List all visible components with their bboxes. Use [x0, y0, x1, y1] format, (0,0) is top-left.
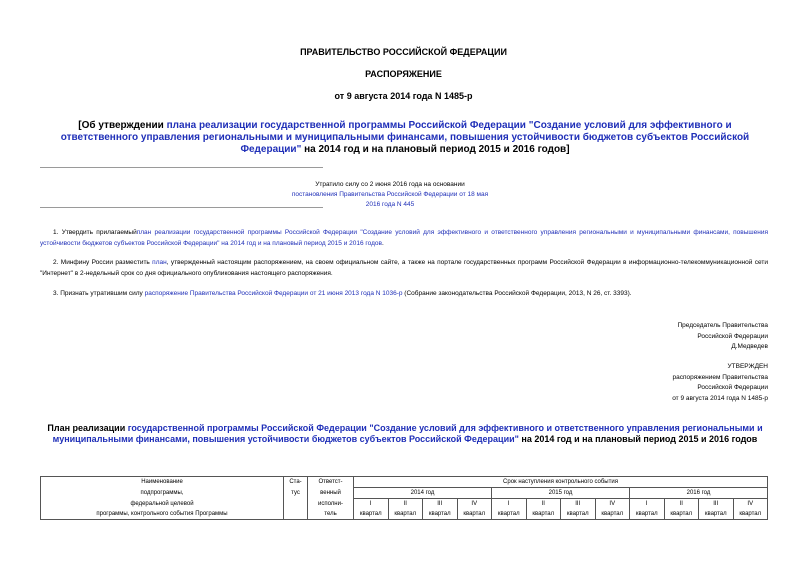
quarter-number-cell: IV — [457, 499, 492, 510]
paragraph-3-text: 3. Признать утратившим силу — [53, 290, 145, 297]
divider-top — [40, 167, 323, 168]
col-name-header-3: федеральной целевой — [41, 499, 284, 510]
col-name-header-2: подпрограммы, — [41, 488, 284, 499]
paragraph-3-end: (Собрание законодательства Российской Федерации, 2013, N 26, ст. 3393). — [402, 290, 632, 297]
quarter-number-cell: III — [699, 499, 734, 510]
quarter-number-cell: II — [388, 499, 423, 510]
quarter-word-cell: квартал — [699, 509, 734, 520]
signature-block — [677, 321, 768, 353]
col-name-header-1: Наименование — [41, 477, 284, 488]
title-plan-link[interactable]: плана реализации государственной программы Российской Федерации "Создание условий для эффективного и ответственного управления региональными и муниципальными финансами, повышения устойчивости бюджетов субъектов Российской Федерации" — [60, 120, 750, 155]
quarter-number-cell: III — [423, 499, 458, 510]
approval-block — [672, 362, 768, 404]
paragraph-2-text: 2. Минфину России разместить — [53, 259, 153, 266]
plan-table — [40, 476, 768, 520]
quarter-number-cell: II — [526, 499, 561, 510]
plan-title-prefix: План реализации — [47, 423, 128, 433]
divider-bottom — [40, 207, 323, 208]
paragraph-2 — [40, 258, 768, 279]
quarter-word-cell: квартал — [457, 509, 492, 520]
title-open: [Об утверждении — [78, 120, 167, 131]
table-header-row-1 — [41, 477, 768, 488]
table-header-row-3 — [41, 499, 768, 510]
quarter-number-cell: I — [354, 499, 389, 510]
quarter-word-cell: квартал — [354, 509, 389, 520]
year-2015-header: 2015 год — [492, 488, 630, 499]
validity-note — [290, 180, 490, 210]
col-name-header-4: программы, контрольного события Программы — [41, 509, 284, 520]
table-header-row-2 — [41, 488, 768, 499]
signature-country: Российской Федерации — [697, 332, 768, 340]
signature-name: Д.Медведев — [731, 343, 768, 350]
paragraph-1-text: 1. Утвердить прилагаемый — [53, 229, 137, 236]
col-status-header-1: Ста- — [284, 477, 308, 488]
document-type: РАСПОРЯЖЕНИЕ — [365, 69, 442, 79]
col-executor-header-4: тель — [308, 509, 354, 520]
col-status-header-2: тус — [284, 488, 308, 499]
quarter-word-cell: квартал — [664, 509, 699, 520]
quarter-number-cell: IV — [733, 499, 768, 510]
plan-title — [40, 423, 770, 445]
quarter-word-cell: квартал — [561, 509, 596, 520]
approval-stamp: УТВЕРЖДЕН — [727, 363, 768, 370]
approval-date: от 9 августа 2014 года N 1485-р — [672, 394, 768, 402]
paragraph-1-link[interactable]: план реализации государственной программы Российской Федерации "Создание условий для эффективного и ответственного управления региональными и муниципальными финансами, повышения устойчивости бюджетов субъектов Российской Федерации" на 2014 год и на плановый период 2015 и 2016 годов — [40, 229, 768, 247]
col-status-header-4 — [284, 509, 308, 520]
quarter-number-cell: II — [664, 499, 699, 510]
quarter-number-cell: III — [561, 499, 596, 510]
plan-title-suffix: на 2014 год и на плановый период 2015 и 2016 годов — [518, 434, 758, 444]
quarter-number-cell: IV — [595, 499, 630, 510]
title-tail: на 2014 год и на плановый период 2015 и 2016 годов] — [301, 144, 570, 155]
validity-note-text: Утратило силу со 2 июня 2016 года на основании — [315, 181, 465, 188]
paragraph-1 — [40, 228, 768, 249]
deadline-header: Срок наступления контрольного события — [354, 477, 768, 488]
approval-country: Российской Федерации — [697, 384, 768, 391]
paragraph-3 — [40, 289, 768, 300]
signature-position: Председатель Правительства — [677, 322, 768, 329]
approval-by: распоряжением Правительства — [672, 373, 768, 381]
quarter-word-cell: квартал — [595, 509, 630, 520]
quarter-word-cell: квартал — [492, 509, 527, 520]
document-date-number: от 9 августа 2014 года N 1485-р — [334, 91, 473, 101]
quarter-word-cell: квартал — [526, 509, 561, 520]
quarter-word-cell: квартал — [630, 509, 665, 520]
year-2016-header: 2016 год — [630, 488, 768, 499]
government-heading: ПРАВИТЕЛЬСТВО РОССИЙСКОЙ ФЕДЕРАЦИИ — [300, 47, 507, 57]
table-header-row-4 — [41, 509, 768, 520]
paragraph-2-link[interactable]: план — [152, 259, 167, 266]
col-executor-header-1: Ответст- — [308, 477, 354, 488]
document-title — [40, 120, 770, 156]
quarter-word-cell: квартал — [388, 509, 423, 520]
quarter-word-cell: квартал — [733, 509, 768, 520]
col-status-header-3 — [284, 499, 308, 510]
quarter-word-cell: квартал — [423, 509, 458, 520]
quarter-number-cell: I — [492, 499, 527, 510]
paragraph-3-link[interactable]: распоряжение Правительства Российской Федерации от 21 июня 2013 года N 1036-р — [144, 290, 403, 297]
col-executor-header-3: исполни- — [308, 499, 354, 510]
validity-note-link[interactable]: постановления Правительства Российской Федерации от 18 мая 2016 года N 445 — [291, 191, 489, 208]
paragraph-2-end: , утвержденный настоящим распоряжением, на своем официальном сайте, а также на портале государственных программ Российской Федерации в информационно-телекоммуникационной сети "Интернет" в 2-недельный срок со дня официального опубликования настоящего распоряжения. — [40, 259, 768, 277]
col-executor-header-2: венный — [308, 488, 354, 499]
year-2014-header: 2014 год — [354, 488, 492, 499]
paragraph-1-end: . — [381, 239, 384, 247]
plan-title-link[interactable]: государственной программы Российской Федерации "Создание условий для эффективного и ответственного управления региональными и муниципальными финансами, повышения устойчивости бюджетов субъектов Российской Федерации" — [52, 423, 763, 444]
quarter-number-cell: I — [630, 499, 665, 510]
